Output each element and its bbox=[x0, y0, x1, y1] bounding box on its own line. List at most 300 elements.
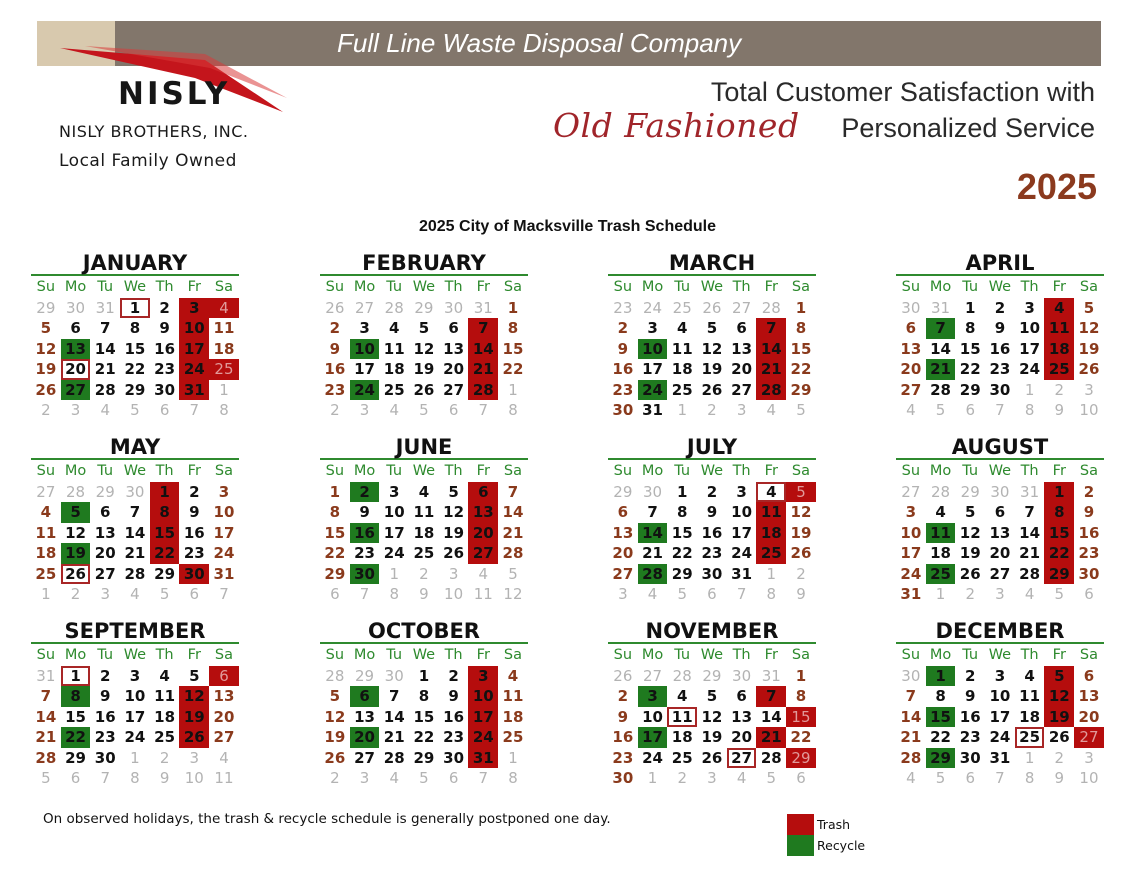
day-cell: 17 bbox=[354, 360, 375, 378]
weekday-label: Su bbox=[36, 647, 56, 663]
day-cell: 16 bbox=[94, 707, 116, 726]
day-cell: 31 bbox=[761, 666, 781, 685]
day-cell: 10 bbox=[1019, 319, 1041, 337]
weekday-label: Tu bbox=[674, 279, 691, 295]
day-cell: 27 bbox=[642, 666, 663, 685]
day-cell: 2 bbox=[159, 748, 170, 767]
day-cell: 3 bbox=[70, 401, 81, 419]
day-cell: 9 bbox=[965, 687, 976, 705]
day-cell: 3 bbox=[707, 769, 717, 787]
day-cell: 21 bbox=[124, 544, 146, 562]
day-cell: 4 bbox=[1024, 666, 1035, 685]
day-cell: 5 bbox=[329, 687, 341, 705]
legend-item-recycle bbox=[787, 835, 865, 856]
week-row bbox=[31, 359, 239, 380]
weekday-label: We bbox=[700, 279, 724, 295]
day-cell: 14 bbox=[94, 339, 116, 358]
day-cell: 26 bbox=[790, 544, 812, 562]
weekday-label: Su bbox=[901, 279, 921, 295]
day-cell: 22 bbox=[61, 727, 91, 748]
day-cell: 29 bbox=[960, 482, 980, 501]
day-cell: 17 bbox=[124, 707, 146, 726]
day-cell: 12 bbox=[179, 686, 209, 707]
week-row bbox=[320, 502, 528, 523]
day-cell: 23 bbox=[612, 748, 634, 767]
month-june bbox=[320, 434, 528, 605]
day-cell: 8 bbox=[507, 319, 519, 337]
day-cell: 15 bbox=[502, 339, 524, 358]
schedule-title: 2025 City of Macksville Trash Schedule bbox=[418, 218, 717, 235]
day-cell: 14 bbox=[638, 523, 668, 544]
day-cell: 8 bbox=[795, 319, 807, 337]
day-cell: 12 bbox=[35, 339, 57, 358]
weekday-label: Th bbox=[444, 463, 463, 479]
day-cell: 16 bbox=[701, 523, 723, 542]
weekday-label: We bbox=[123, 647, 147, 663]
day-cell: 1 bbox=[418, 666, 430, 685]
week-row bbox=[31, 686, 239, 707]
week-row bbox=[608, 318, 816, 339]
weekday-label: Sa bbox=[1079, 279, 1099, 295]
week-row bbox=[896, 298, 1104, 319]
day-cell: 5 bbox=[677, 585, 687, 603]
weekday-label: Sa bbox=[503, 279, 523, 295]
month-march bbox=[608, 250, 816, 421]
day-cell: 16 bbox=[1078, 523, 1100, 542]
day-cell: 2 bbox=[419, 564, 429, 583]
week-row bbox=[31, 400, 239, 421]
day-cell: 29 bbox=[1044, 564, 1074, 585]
day-cell: 24 bbox=[468, 727, 498, 748]
week-row bbox=[608, 666, 816, 687]
week-row bbox=[320, 564, 528, 585]
weekday-label: Tu bbox=[386, 279, 403, 295]
day-cell: 3 bbox=[736, 482, 747, 501]
day-cell: 13 bbox=[61, 339, 91, 360]
day-cell: 31 bbox=[468, 748, 498, 769]
weekday-label: Su bbox=[325, 463, 345, 479]
day-cell: 17 bbox=[638, 727, 668, 748]
day-cell: 8 bbox=[61, 686, 91, 707]
day-cell: 5 bbox=[935, 769, 946, 787]
day-cell: 18 bbox=[154, 707, 176, 726]
day-cell: 23 bbox=[959, 728, 981, 746]
day-cell: 18 bbox=[413, 523, 435, 542]
weekday-label: Su bbox=[613, 463, 633, 479]
weekday-label: Mo bbox=[929, 463, 952, 479]
day-cell: 6 bbox=[448, 769, 459, 787]
week-row bbox=[896, 318, 1104, 339]
day-cell: 24 bbox=[1019, 360, 1041, 378]
week-row bbox=[608, 686, 816, 707]
day-cell: 30 bbox=[989, 380, 1011, 399]
day-cell: 2 bbox=[350, 482, 380, 503]
day-cell: 7 bbox=[995, 401, 1005, 419]
week-row bbox=[320, 523, 528, 544]
day-cell: 1 bbox=[508, 380, 518, 399]
day-cell: 5 bbox=[706, 319, 718, 337]
weekday-label: Su bbox=[325, 279, 345, 295]
weekday-label: Tu bbox=[97, 279, 114, 295]
week-row bbox=[31, 502, 239, 523]
day-cell: 24 bbox=[642, 748, 663, 767]
weekday-label: Th bbox=[155, 279, 174, 295]
week-row bbox=[31, 707, 239, 728]
day-cell: 20 bbox=[900, 360, 922, 378]
day-cell: 7 bbox=[926, 318, 956, 339]
day-cell: 28 bbox=[900, 748, 922, 767]
day-cell: 15 bbox=[124, 339, 146, 358]
week-row bbox=[608, 298, 816, 319]
day-cell: 15 bbox=[786, 707, 816, 728]
weekday-label: Su bbox=[901, 463, 921, 479]
day-cell: 27 bbox=[213, 728, 235, 746]
week-row bbox=[608, 564, 816, 585]
day-cell: 30 bbox=[1078, 564, 1100, 583]
day-cell: 1 bbox=[1044, 482, 1074, 503]
day-cell: 8 bbox=[508, 401, 518, 419]
legend-swatch-recycle bbox=[787, 835, 814, 856]
weekday-label: Tu bbox=[386, 463, 403, 479]
day-cell: 4 bbox=[906, 769, 916, 787]
day-cell: 11 bbox=[413, 503, 435, 521]
week-row bbox=[31, 523, 239, 544]
day-cell: 10 bbox=[383, 503, 405, 521]
slogan-line-1: Total Customer Satisfaction with bbox=[710, 77, 1095, 107]
day-cell: 27 bbox=[1074, 727, 1104, 748]
day-cell: 2 bbox=[330, 401, 340, 419]
weekday-label: Mo bbox=[64, 463, 87, 479]
day-cell: 29 bbox=[790, 380, 812, 399]
weekday-label: Fr bbox=[476, 279, 490, 295]
weekday-label: Su bbox=[36, 463, 56, 479]
day-cell: 19 bbox=[324, 728, 346, 746]
day-cell: 28 bbox=[468, 380, 498, 401]
day-cell: 13 bbox=[354, 707, 375, 726]
day-cell: 9 bbox=[1083, 503, 1095, 521]
week-row bbox=[608, 502, 816, 523]
day-cell: 11 bbox=[383, 339, 405, 358]
day-cell: 10 bbox=[213, 503, 235, 521]
day-cell: 7 bbox=[100, 769, 110, 787]
week-row bbox=[320, 666, 528, 687]
week-row bbox=[896, 686, 1104, 707]
day-cell: 13 bbox=[731, 707, 753, 726]
weekday-header bbox=[896, 645, 1104, 666]
day-cell: 29 bbox=[926, 748, 956, 769]
weekday-label: Mo bbox=[353, 463, 376, 479]
day-cell: 10 bbox=[1079, 769, 1099, 787]
day-cell: 19 bbox=[701, 728, 723, 746]
day-cell: 18 bbox=[383, 360, 405, 378]
day-cell: 20 bbox=[468, 523, 498, 544]
day-cell: 1 bbox=[677, 482, 688, 501]
weekday-label: Sa bbox=[791, 647, 811, 663]
day-cell: 8 bbox=[389, 585, 399, 603]
day-cell: 5 bbox=[1083, 298, 1095, 317]
day-cell: 15 bbox=[671, 523, 693, 542]
day-cell: 30 bbox=[384, 666, 404, 685]
day-cell: 13 bbox=[612, 523, 634, 542]
week-row bbox=[31, 318, 239, 339]
slogan-script: Old Fashioned bbox=[553, 106, 800, 145]
day-cell: 14 bbox=[760, 707, 782, 726]
day-cell: 15 bbox=[926, 707, 956, 728]
week-row bbox=[31, 748, 239, 769]
weekday-label: Mo bbox=[353, 279, 376, 295]
day-cell: 24 bbox=[638, 380, 668, 401]
week-row bbox=[320, 482, 528, 503]
day-cell: 7 bbox=[219, 585, 229, 603]
day-cell: 14 bbox=[1019, 523, 1041, 542]
day-cell: 10 bbox=[179, 318, 209, 339]
month-title: AUGUST bbox=[896, 434, 1104, 460]
day-cell: 1 bbox=[508, 748, 518, 767]
day-cell: 4 bbox=[389, 401, 399, 419]
day-cell: 5 bbox=[1044, 666, 1074, 687]
day-cell: 20 bbox=[731, 360, 753, 378]
day-cell: 29 bbox=[324, 564, 346, 583]
day-cell: 1 bbox=[61, 666, 91, 687]
day-cell: 11 bbox=[667, 707, 697, 728]
day-cell: 26 bbox=[413, 380, 435, 399]
weekday-label: Th bbox=[155, 463, 174, 479]
day-cell: 27 bbox=[61, 380, 91, 401]
day-cell: 10 bbox=[900, 523, 922, 542]
day-cell: 1 bbox=[219, 380, 229, 399]
weekday-header bbox=[896, 461, 1104, 482]
day-cell: 12 bbox=[324, 707, 346, 726]
day-cell: 30 bbox=[65, 298, 86, 317]
day-cell: 23 bbox=[94, 728, 116, 746]
legend-swatch-trash bbox=[787, 814, 814, 835]
day-cell: 3 bbox=[129, 666, 141, 685]
day-cell: 2 bbox=[965, 585, 975, 603]
day-cell: 31 bbox=[179, 380, 209, 401]
day-cell: 8 bbox=[1044, 502, 1074, 523]
day-cell: 11 bbox=[926, 523, 956, 544]
day-cell: 30 bbox=[179, 564, 209, 585]
weekday-header bbox=[608, 645, 816, 666]
weekday-header bbox=[608, 461, 816, 482]
day-cell: 22 bbox=[1044, 543, 1074, 564]
day-cell: 3 bbox=[1024, 298, 1035, 317]
day-cell: 15 bbox=[790, 339, 812, 358]
day-cell: 6 bbox=[617, 503, 629, 521]
day-cell: 4 bbox=[478, 564, 489, 583]
day-cell: 5 bbox=[130, 401, 140, 419]
day-cell: 27 bbox=[354, 748, 375, 767]
weekday-label: Mo bbox=[353, 647, 376, 663]
weekday-label: We bbox=[988, 463, 1012, 479]
month-january bbox=[31, 250, 239, 421]
day-cell: 30 bbox=[94, 748, 116, 767]
day-cell: 12 bbox=[65, 523, 86, 542]
logo-wordmark: NISLY bbox=[118, 76, 231, 112]
day-cell: 6 bbox=[189, 585, 200, 603]
week-row bbox=[608, 482, 816, 503]
day-cell: 18 bbox=[671, 728, 693, 746]
day-cell: 23 bbox=[989, 360, 1011, 378]
week-row bbox=[320, 584, 528, 605]
day-cell: 13 bbox=[468, 502, 498, 523]
week-row bbox=[320, 686, 528, 707]
weekday-label: Mo bbox=[929, 279, 952, 295]
day-cell: 12 bbox=[413, 339, 435, 358]
day-cell: 29 bbox=[154, 564, 176, 583]
month-title: DECEMBER bbox=[896, 618, 1104, 644]
day-cell: 5 bbox=[796, 401, 806, 419]
weekday-label: We bbox=[123, 463, 147, 479]
day-cell: 16 bbox=[989, 339, 1011, 358]
day-cell: 30 bbox=[959, 748, 981, 767]
day-cell: 21 bbox=[383, 728, 405, 746]
week-row bbox=[320, 359, 528, 380]
day-cell: 28 bbox=[35, 748, 57, 767]
day-cell: 2 bbox=[100, 666, 111, 685]
day-cell: 31 bbox=[36, 666, 56, 685]
day-cell: 26 bbox=[324, 748, 346, 767]
day-cell: 27 bbox=[36, 482, 56, 501]
day-cell: 29 bbox=[786, 748, 816, 769]
day-cell: 27 bbox=[732, 298, 752, 317]
weekday-label: Sa bbox=[791, 279, 811, 295]
weekday-label: Th bbox=[732, 463, 751, 479]
day-cell: 10 bbox=[731, 503, 753, 521]
weekday-header bbox=[31, 277, 239, 298]
day-cell: 9 bbox=[359, 503, 370, 521]
day-cell: 18 bbox=[671, 360, 693, 378]
day-cell: 7 bbox=[40, 687, 52, 705]
day-cell: 3 bbox=[1084, 748, 1094, 767]
day-cell: 6 bbox=[209, 666, 239, 687]
weekday-header bbox=[320, 461, 528, 482]
day-cell: 5 bbox=[1054, 585, 1065, 603]
day-cell: 10 bbox=[124, 687, 146, 705]
week-row bbox=[896, 523, 1104, 544]
month-title: FEBRUARY bbox=[320, 250, 528, 276]
weekday-label: Th bbox=[732, 279, 751, 295]
month-september bbox=[31, 618, 239, 789]
day-cell: 26 bbox=[959, 564, 981, 583]
legend-item-trash bbox=[787, 814, 865, 835]
month-december bbox=[896, 618, 1104, 789]
day-cell: 12 bbox=[701, 339, 723, 358]
day-cell: 6 bbox=[965, 401, 975, 419]
day-cell: 6 bbox=[905, 319, 917, 337]
week-row bbox=[31, 584, 239, 605]
day-cell: 21 bbox=[900, 728, 922, 746]
day-cell: 29 bbox=[702, 666, 722, 685]
day-cell: 7 bbox=[507, 482, 519, 501]
day-cell: 12 bbox=[790, 503, 812, 521]
week-row bbox=[320, 727, 528, 748]
weekday-label: Fr bbox=[1052, 647, 1066, 663]
day-cell: 25 bbox=[926, 564, 956, 585]
day-cell: 29 bbox=[36, 298, 56, 317]
day-cell: 27 bbox=[727, 748, 757, 769]
day-cell: 10 bbox=[642, 707, 663, 726]
day-cell: 3 bbox=[995, 585, 1005, 603]
day-cell: 1 bbox=[935, 585, 946, 603]
week-row bbox=[608, 707, 816, 728]
day-cell: 30 bbox=[642, 482, 663, 501]
weekday-label: Mo bbox=[641, 647, 664, 663]
day-cell: 11 bbox=[756, 502, 786, 523]
weekday-label: Fr bbox=[764, 463, 778, 479]
day-cell: 31 bbox=[213, 564, 235, 583]
slogan-line-2: Personalized Service bbox=[841, 113, 1095, 143]
day-cell: 3 bbox=[638, 686, 668, 707]
day-cell: 11 bbox=[154, 687, 176, 705]
day-cell: 4 bbox=[130, 585, 140, 603]
week-row bbox=[608, 584, 816, 605]
day-cell: 14 bbox=[124, 523, 146, 542]
day-cell: 3 bbox=[905, 503, 917, 521]
month-title: APRIL bbox=[896, 250, 1104, 276]
weekday-label: Su bbox=[325, 647, 345, 663]
day-cell: 2 bbox=[1083, 482, 1095, 501]
day-cell: 1 bbox=[41, 585, 51, 603]
day-cell: 1 bbox=[329, 482, 341, 501]
day-cell: 23 bbox=[154, 360, 176, 378]
weekday-header bbox=[320, 277, 528, 298]
day-cell: 1 bbox=[150, 482, 180, 503]
day-cell: 12 bbox=[1044, 686, 1074, 707]
day-cell: 20 bbox=[731, 728, 753, 746]
day-cell: 26 bbox=[701, 380, 723, 399]
weekday-label: Th bbox=[1020, 463, 1039, 479]
week-row bbox=[320, 318, 528, 339]
week-row bbox=[31, 298, 239, 319]
day-cell: 4 bbox=[219, 748, 229, 767]
week-row bbox=[896, 400, 1104, 421]
day-cell: 27 bbox=[989, 564, 1011, 583]
day-cell: 26 bbox=[61, 564, 91, 585]
month-may bbox=[31, 434, 239, 605]
day-cell: 29 bbox=[413, 748, 435, 767]
day-cell: 3 bbox=[100, 585, 110, 603]
weekday-label: Fr bbox=[1052, 279, 1066, 295]
day-cell: 4 bbox=[1044, 298, 1074, 319]
day-cell: 20 bbox=[1078, 707, 1100, 726]
day-cell: 3 bbox=[189, 748, 200, 767]
day-cell: 30 bbox=[125, 482, 145, 501]
weekday-label: Fr bbox=[764, 647, 778, 663]
day-cell: 2 bbox=[189, 482, 200, 501]
day-cell: 6 bbox=[448, 319, 459, 337]
weekday-label: Fr bbox=[187, 279, 201, 295]
day-cell: 25 bbox=[671, 380, 693, 399]
weekday-label: Tu bbox=[962, 647, 979, 663]
day-cell: 26 bbox=[613, 666, 633, 685]
day-cell: 25 bbox=[671, 748, 693, 767]
day-cell: 4 bbox=[647, 585, 658, 603]
weekday-label: Tu bbox=[97, 463, 114, 479]
day-cell: 7 bbox=[478, 769, 489, 787]
week-row bbox=[896, 666, 1104, 687]
day-cell: 4 bbox=[906, 401, 916, 419]
week-row bbox=[896, 380, 1104, 401]
day-cell: 26 bbox=[701, 748, 723, 767]
holiday-footnote: On observed holidays, the trash & recycle schedule is generally postponed one day. bbox=[43, 811, 611, 827]
day-cell: 15 bbox=[324, 523, 346, 542]
day-cell: 24 bbox=[383, 544, 405, 562]
day-cell: 29 bbox=[95, 482, 115, 501]
week-row bbox=[608, 768, 816, 789]
weekday-label: Th bbox=[1020, 279, 1039, 295]
day-cell: 2 bbox=[1054, 748, 1065, 767]
